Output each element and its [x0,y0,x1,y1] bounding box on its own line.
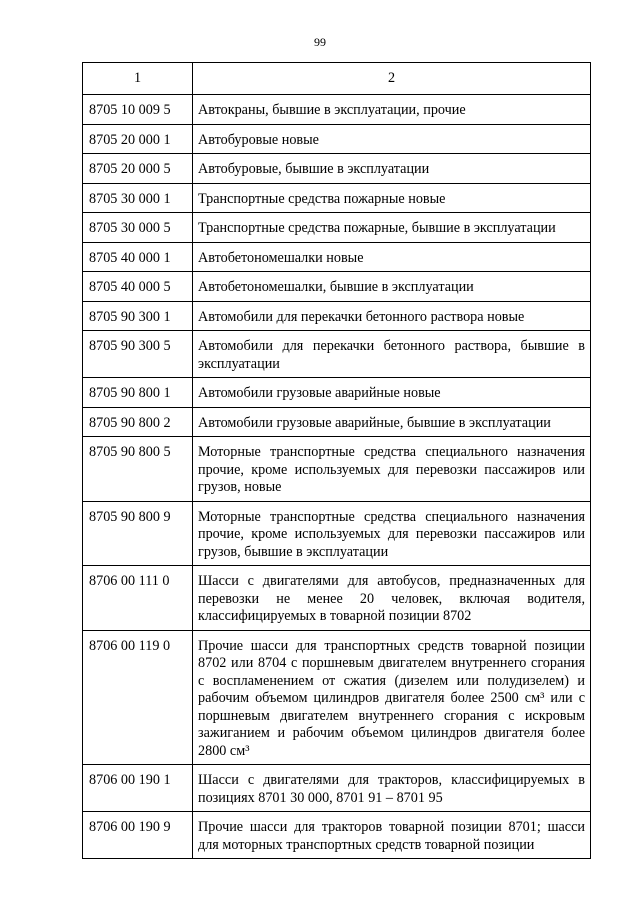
table-row [83,242,591,272]
table-row [83,154,591,184]
description-cell: Автобетономешалки, бывшие в эксплуатации [193,272,591,302]
description-cell: Автобуровые, бывшие в эксплуатации [193,154,591,184]
description-cell: Шасси с двигателями для автобусов, предназначенных для перевозки не менее 20 человек, включая водителя, классифицируемых в товарной позиции 8702 [193,566,591,631]
description-cell: Автокраны, бывшие в эксплуатации, прочие [193,95,591,125]
table-row [83,378,591,408]
description-cell: Прочие шасси для транспортных средств товарной позиции 8702 или 8704 с поршневым двигателем внутреннего сгорания с воспламенением от сжатия (дизелем или полудизелем) и рабочим объемом цилиндров двигателя более 2500 см³ или с поршневым двигателем внутреннего сгорания с искровым зажиганием и рабочим объемом цилиндров двигателя более 2800 см³ [193,630,591,765]
description-cell: Автомобили грузовые аварийные, бывшие в эксплуатации [193,407,591,437]
table-row [83,566,591,631]
tnved-code-cell: 8706 00 111 0 [83,566,193,631]
page-number: 99 [314,35,326,49]
description-cell: Прочие шасси для тракторов товарной позиции 8701; шасси для моторных транспортных средств товарной позиции [193,812,591,859]
description-cell: Моторные транспортные средства специального назначения прочие, кроме используемых для перевозки пассажиров или грузов, новые [193,437,591,502]
table-row [83,437,591,502]
tnved-code-cell: 8706 00 119 0 [83,630,193,765]
tnved-code-cell: 8706 00 190 9 [83,812,193,859]
tnved-code-cell: 8705 30 000 5 [83,213,193,243]
tnved-code-cell: 8705 20 000 5 [83,154,193,184]
table-row [83,331,591,378]
table-row [83,301,591,331]
table-row [83,183,591,213]
description-cell: Автобуровые новые [193,124,591,154]
table-row [83,272,591,302]
description-cell: Транспортные средства пожарные, бывшие в эксплуатации [193,213,591,243]
table-row [83,213,591,243]
tnved-code-cell: 8705 20 000 1 [83,124,193,154]
column-header-code: 1 [83,63,193,95]
tnved-code-cell: 8705 10 009 5 [83,95,193,125]
tnved-code-cell: 8705 90 300 1 [83,301,193,331]
tnved-code-cell: 8705 90 800 5 [83,437,193,502]
tnved-code-cell: 8705 90 800 2 [83,407,193,437]
tnved-code-cell: 8705 40 000 5 [83,272,193,302]
table-row [83,630,591,765]
description-cell: Автомобили для перекачки бетонного раствора новые [193,301,591,331]
description-cell: Транспортные средства пожарные новые [193,183,591,213]
tnved-code-cell: 8705 90 300 5 [83,331,193,378]
description-cell: Моторные транспортные средства специального назначения прочие, кроме используемых для перевозки пассажиров или грузов, бывшие в эксплуатации [193,501,591,566]
tnved-code-cell: 8705 90 800 1 [83,378,193,408]
description-cell: Шасси с двигателями для тракторов, классифицируемых в позициях 8701 30 000, 8701 91 – 8701 95 [193,765,591,812]
table-header-row [83,63,591,95]
table-row [83,765,591,812]
tnved-code-cell: 8705 90 800 9 [83,501,193,566]
tnved-code-cell: 8705 30 000 1 [83,183,193,213]
table-row [83,501,591,566]
table-row [83,812,591,859]
description-cell: Автобетономешалки новые [193,242,591,272]
tnved-code-cell: 8706 00 190 1 [83,765,193,812]
table-row [83,95,591,125]
table-row [83,124,591,154]
classification-table [82,62,591,859]
column-header-description: 2 [193,63,591,95]
description-cell: Автомобили грузовые аварийные новые [193,378,591,408]
description-cell: Автомобили для перекачки бетонного раствора, бывшие в эксплуатации [193,331,591,378]
tnved-code-cell: 8705 40 000 1 [83,242,193,272]
table-body [83,95,591,859]
table-row [83,407,591,437]
